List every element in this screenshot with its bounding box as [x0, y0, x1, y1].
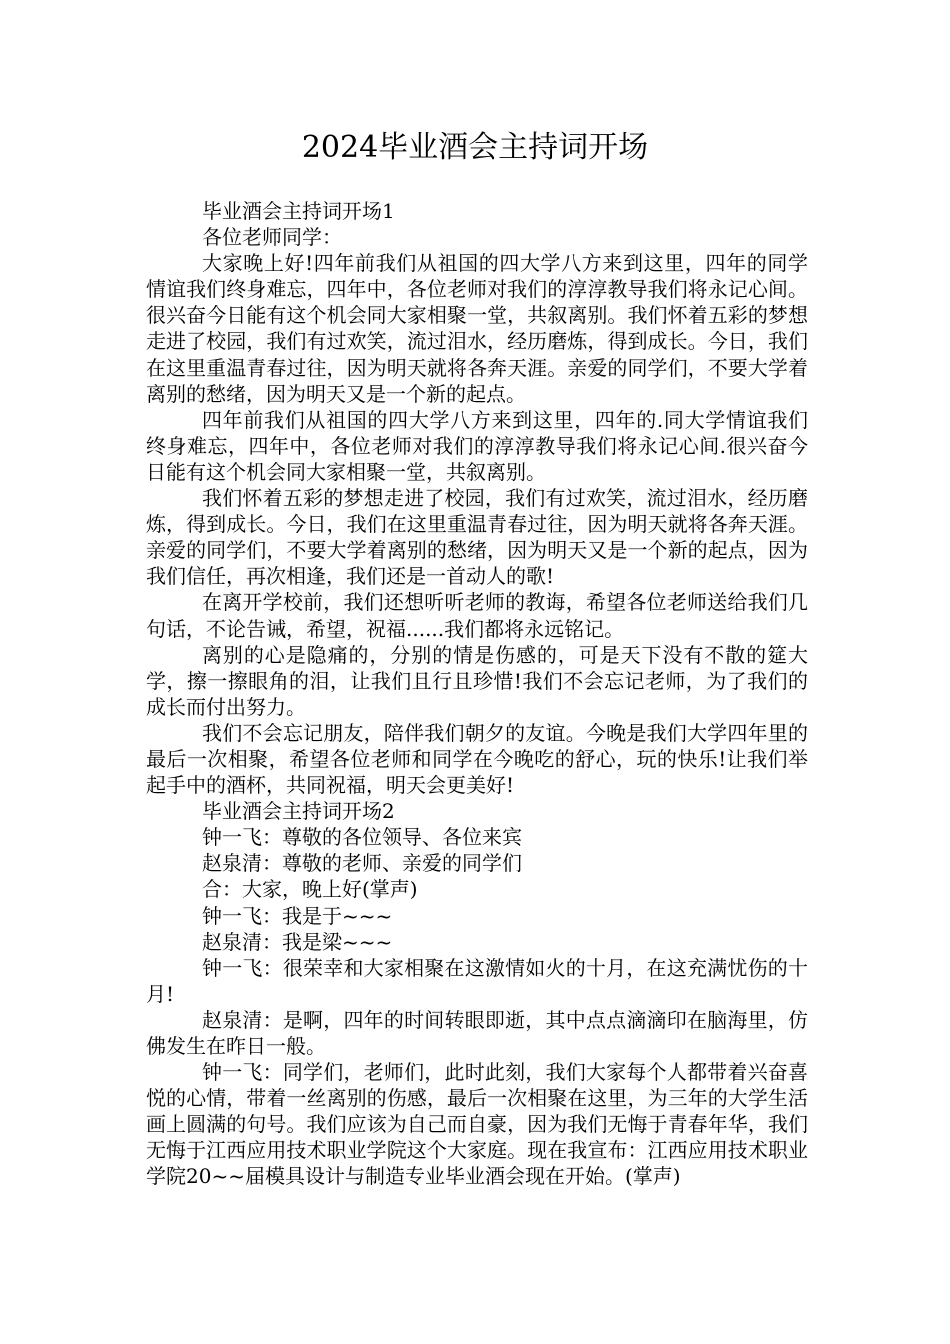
- paragraph: 赵泉清：尊敬的老师、亲爱的同学们: [202, 851, 522, 876]
- paragraph: 我们不会忘记朋友，陪伴我们朝夕的友谊。今晚是我们大学四年里的最后一次相聚，希望各位老师和同学在今晚吃的舒心，玩的快乐!让我们举起手中的酒杯，共同祝福，明天会更美好!: [146, 720, 808, 798]
- paragraph: 大家晚上好!四年前我们从祖国的四大学八方来到这里，四年的同学情谊我们终身难忘，四年中，各位老师对我们的淳淳教导我们将永记心间。很兴奋今日能有这个机会同大家相聚一堂，共叙离别。我们怀着五彩的梦想走进了校园，我们有过欢笑，流过泪水，经历磨炼，得到成长。今日，我们在这里重温青春过往，因为明天就将各奔天涯。亲爱的同学们，不要大学着离别的愁绪，因为明天又是一个新的起点。: [146, 251, 808, 406]
- paragraph: 赵泉清：我是梁~~~: [202, 929, 393, 954]
- paragraph: 钟一飞：同学们，老师们，此时此刻，我们大家每个人都带着兴奋喜悦的心情，带着一丝离别的伤感，最后一次相聚在这里，为三年的大学生活画上圆满的句号。我们应该为自己而自豪，因为我们无悔于青春年华，我们无悔于江西应用技术职业学院这个大家庭。现在我宣布：江西应用技术职业学院20~~届模具设计与制造专业毕业酒会现在开始。(掌声): [146, 1060, 808, 1189]
- paragraph: 钟一飞：尊敬的各位领导、各位来宾: [202, 825, 522, 850]
- paragraph: 各位老师同学：: [202, 225, 342, 250]
- paragraph: 合：大家，晚上好(掌声): [202, 877, 418, 902]
- document-title: 2024毕业酒会主持词开场: [301, 130, 649, 165]
- document-body: [146, 198, 808, 1190]
- paragraph: 钟一飞：我是于~~~: [202, 903, 393, 928]
- paragraph: 毕业酒会主持词开场1: [202, 199, 395, 223]
- paragraph: 毕业酒会主持词开场2: [202, 799, 395, 824]
- paragraph: 赵泉清：是啊，四年的时间转眼即逝，其中点点滴滴印在脑海里，仿佛发生在昨日一般。: [146, 1007, 808, 1058]
- paragraph: 在离开学校前，我们还想听听老师的教诲，希望各位老师送给我们几句话，不论告诫，希望，祝福......我们都将永远铭记。: [146, 590, 808, 641]
- paragraph: 离别的心是隐痛的，分别的情是伤感的，可是天下没有不散的筵大学，擦一擦眼角的泪，让我们且行且珍惜!我们不会忘记老师，为了我们的成长而付出努力。: [146, 642, 808, 719]
- paragraph: 钟一飞：很荣幸和大家相聚在这激情如火的十月，在这充满忧伤的十月!: [146, 955, 808, 1006]
- paragraph: 我们怀着五彩的梦想走进了校园，我们有过欢笑，流过泪水，经历磨炼，得到成长。今日，我们在这里重温青春过往，因为明天就将各奔天涯。亲爱的同学们，不要大学着离别的愁绪，因为明天又是一个新的起点，因为我们信任，再次相逢，我们还是一首动人的歌!: [146, 486, 808, 589]
- paragraph: 四年前我们从祖国的四大学八方来到这里，四年的.同大学情谊我们终身难忘，四年中，各位老师对我们的淳淳教导我们将永记心间.很兴奋今日能有这个机会同大家相聚一堂，共叙离别。: [146, 407, 808, 484]
